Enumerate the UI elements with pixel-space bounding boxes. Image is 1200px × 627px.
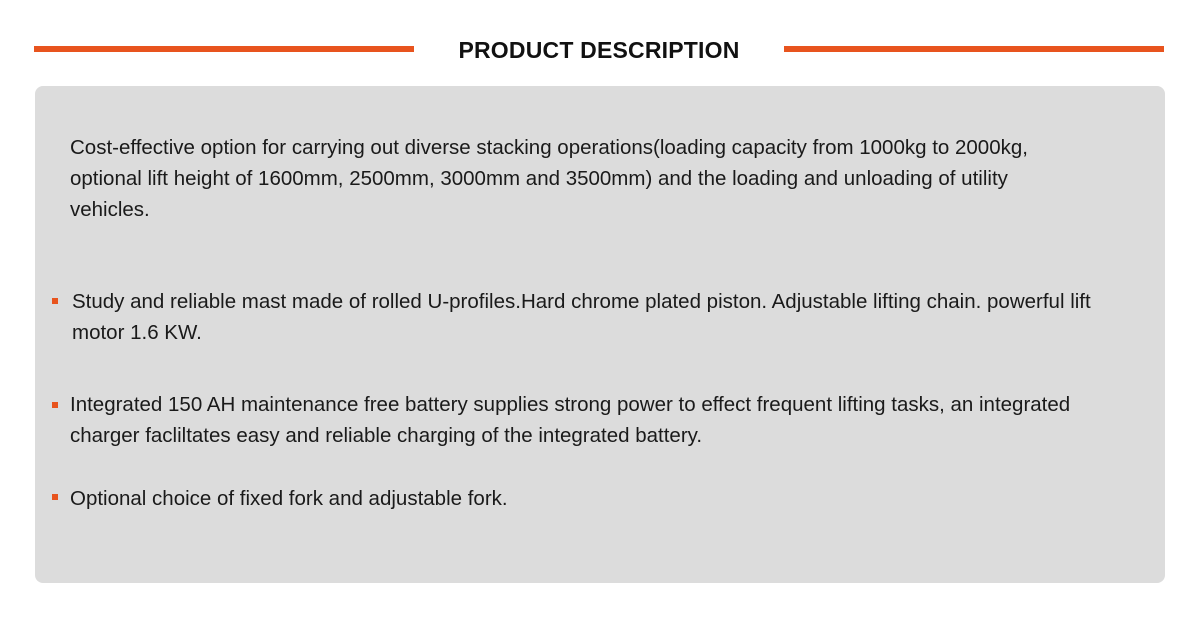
bullet-marker-icon xyxy=(52,494,58,500)
feature-text: Study and reliable mast made of rolled U-profiles.Hard chrome plated piston. Adjustable lifting chain. powerful lift motor 1.6 KW. xyxy=(72,290,1091,344)
intro-paragraph: Cost-effective option for carrying out diverse stacking operations(loading capacity from 1000kg to 2000kg, optional lift height of 1600mm, 2500mm, 3000mm and 3500mm) and the loading and unloading of utility vehicles. xyxy=(70,136,1028,221)
bullet-marker-icon xyxy=(52,298,58,304)
header-rule-left xyxy=(34,46,414,52)
header-rule-right xyxy=(784,46,1164,52)
feature-text: Integrated 150 AH maintenance free battery supplies strong power to effect frequent lifting tasks, an integrated charger facliltates easy and reliable charging of the integrated battery. xyxy=(70,393,1071,447)
bullet-marker-icon xyxy=(52,402,58,408)
section-title: PRODUCT DESCRIPTION xyxy=(458,37,740,63)
feature-text: Optional choice of fixed fork and adjustable fork. xyxy=(70,487,508,510)
